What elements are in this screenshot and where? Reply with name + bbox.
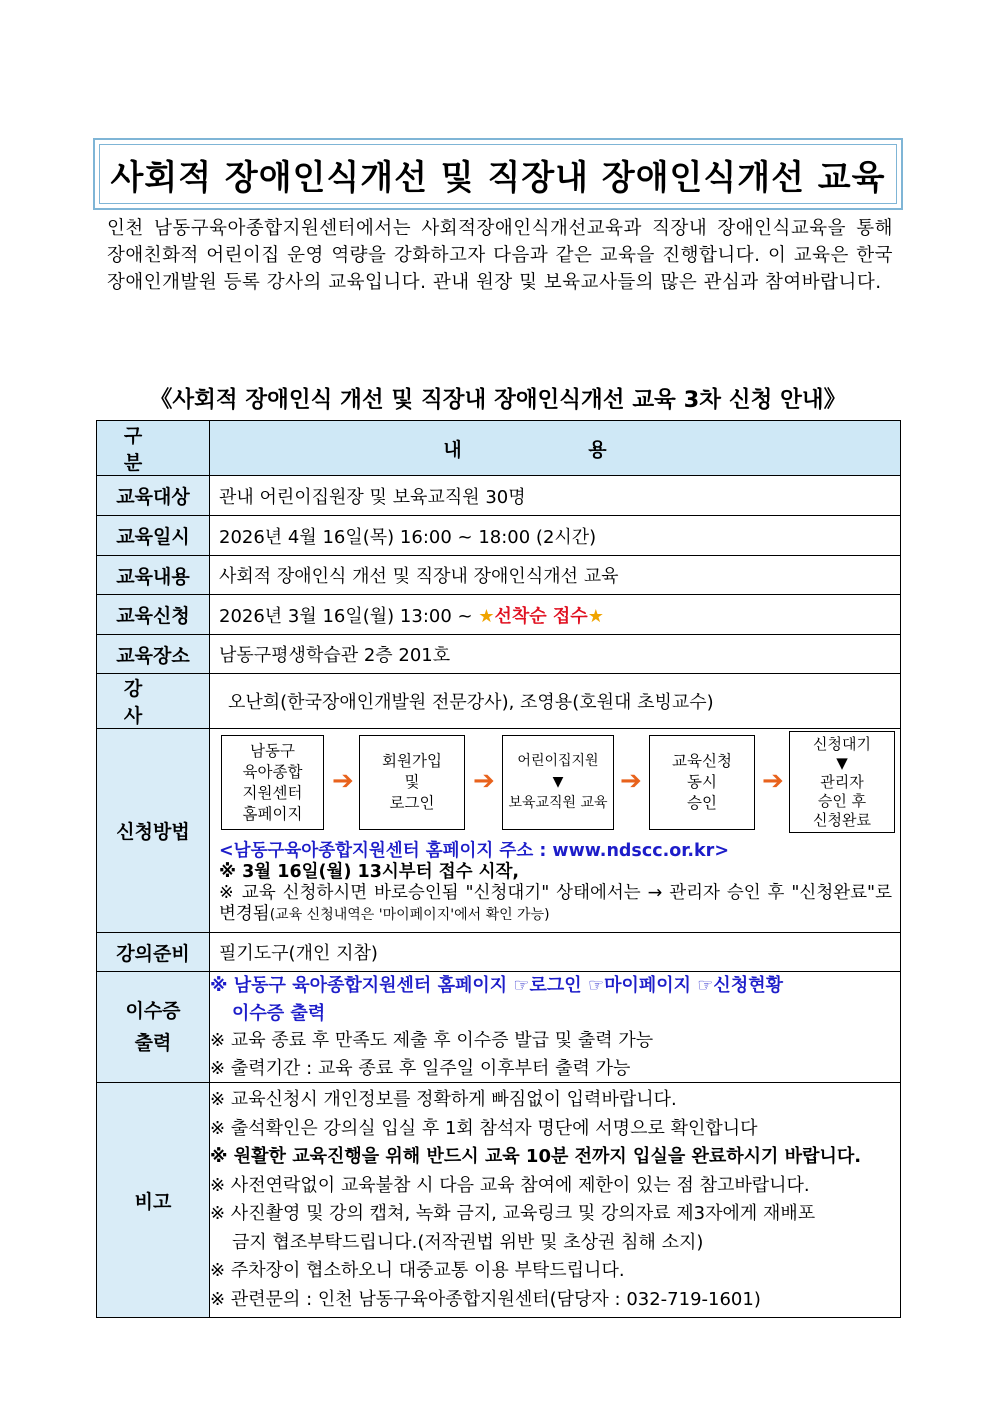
remark-item: ※ 사전연락없이 교육불참 시 다음 교육 참여에 제한이 있는 점 참고바랍니다.: [210, 1174, 810, 1196]
row-label-method: 신청방법: [97, 729, 210, 933]
title-inner-frame: [99, 144, 897, 204]
page-title: 사회적 장애인식개선 및 직장내 장애인식개선 교육: [110, 157, 886, 198]
table-row: [97, 729, 901, 933]
apply-flow-diagram: [219, 729, 892, 841]
row-label-certificate: 이수증 출력: [97, 972, 210, 1083]
table-row: [97, 516, 901, 556]
prep-value: 필기도구(개인 지참): [210, 933, 901, 972]
table-row: [97, 674, 901, 729]
certificate-cell: [210, 972, 901, 1083]
apply-date: 2026년 3월 16일(월) 13:00 ~: [219, 605, 479, 627]
remark-item: ※ 주차장이 협소하오니 대중교통 이용 부탁드립니다.: [210, 1260, 625, 1281]
table-row: [97, 933, 901, 972]
remark-item: 금지 협조부탁드립니다.(저작권법 위반 및 초상권 침해 소지): [232, 1231, 704, 1253]
header-content: 내 용: [210, 421, 901, 476]
certificate-note: ※ 교육 종료 후 만족도 제출 후 이수증 발급 및 출력 가능: [210, 1030, 654, 1051]
table-row: [97, 595, 901, 635]
star-icon: ★: [587, 605, 604, 627]
row-label-content: 교육내용: [97, 556, 210, 595]
row-label-apply: 교육신청: [97, 595, 210, 635]
lecturer-value: 오난희(한국장애인개발원 전문강사), 조영용(호원대 초빙교수): [210, 674, 901, 729]
intro-paragraph: 인천 남동구육아종합지원센터에서는 사회적장애인식개선교육과 직장내 장애인식교육을 통해 장애친화적 어린이집 운영 역량을 강화하고자 다음과 같은 교육을 진행합니다. 이 교육은 한국장애인개발원 등록 강사의 교육입니다. 관내 원장 및 보육교사들의 많은 관심과 참여바랍니다.: [107, 218, 893, 293]
method-note-approval: ※ 교육 신청하시면 바로승인됨 "신청대기" 상태에서는 → 관리자 승인 후 "신청완료"로 변경됨(교육 신청내역은 '마이페이지'에서 확인 가능): [219, 883, 892, 924]
table-row: [97, 556, 901, 595]
row-label-remark: 비고: [97, 1083, 210, 1318]
certificate-path: ※ 남동구 육아종합지원센터 홈페이지 ☞로그인 ☞마이페이지 ☞신청현황: [210, 975, 783, 996]
table-header-row: [97, 421, 901, 476]
flow-step-homepage: 남동구 육아종합 지원센터 홈페이지: [221, 735, 324, 830]
table-row: [97, 476, 901, 516]
target-value: 관내 어린이집원장 및 보육교직원 30명: [210, 476, 901, 516]
content-value: 사회적 장애인식 개선 및 직장내 장애인식개선 교육: [210, 556, 901, 595]
arrow-right-icon: ➔: [332, 766, 354, 796]
table-row: [97, 972, 901, 1083]
star-icon: ★: [478, 605, 495, 627]
apply-value: [210, 595, 901, 635]
row-label-datetime: 교육일시: [97, 516, 210, 556]
remark-item: ※ 관련문의 : 인천 남동구육아종합지원센터(담당자 : 032-719-1601): [210, 1288, 761, 1310]
apply-note: 선착순 접수: [494, 605, 588, 627]
row-label-target: 교육대상: [97, 476, 210, 516]
arrow-right-icon: ➔: [473, 766, 495, 796]
homepage-address: <남동구육아종합지원센터 홈페이지 주소 : www.ndscc.or.kr>: [219, 841, 729, 861]
row-label-lecturer: 강 사: [97, 674, 210, 729]
place-value: 남동구평생학습관 2층 201호: [210, 635, 901, 674]
remark-item: ※ 출석확인은 강의실 입실 후 1회 참석자 명단에 서명으로 확인합니다: [210, 1117, 758, 1139]
header-category: 구 분: [97, 421, 210, 476]
flow-step-apply-approve: 교육신청 동시 승인: [649, 735, 755, 830]
method-notes: [219, 841, 892, 930]
datetime-value: 2026년 4월 16일(목) 16:00 ~ 18:00 (2시간): [210, 516, 901, 556]
row-label-place: 교육장소: [97, 635, 210, 674]
row-label-prep: 강의준비: [97, 933, 210, 972]
table-row: [97, 1083, 901, 1318]
certificate-note: ※ 출력기간 : 교육 종료 후 일주일 이후부터 출력 가능: [210, 1057, 631, 1079]
flow-step-education-menu: 어린이집지원 ▼ 보육교직원 교육: [502, 735, 614, 830]
method-note-start: ※ 3월 16일(월) 13시부터 접수 시작,: [219, 862, 520, 882]
arrow-right-icon: ➔: [620, 766, 642, 796]
remark-item: ※ 사진촬영 및 강의 캡쳐, 녹화 금지, 교육링크 및 강의자료 제3자에게 재배포: [210, 1203, 816, 1224]
title-box: [93, 138, 903, 210]
arrow-right-icon: ➔: [762, 766, 784, 796]
certificate-path-cont: 이수증 출력: [232, 1002, 326, 1024]
flow-step-login: 회원가입 및 로그인: [359, 735, 465, 830]
remark-item: ※ 원활한 교육진행을 위해 반드시 교육 10분 전까지 입실을 완료하시기 바랍니다.: [210, 1146, 862, 1167]
remark-cell: [210, 1083, 901, 1318]
method-cell: [210, 729, 901, 933]
info-table: [96, 420, 901, 1318]
flow-step-complete: 신청대기 ▼ 관리자 승인 후 신청완료: [789, 731, 895, 833]
remark-item: ※ 교육신청시 개인정보를 정확하게 빠짐없이 입력바랍니다.: [210, 1089, 677, 1110]
table-row: [97, 635, 901, 674]
section-subtitle: 《사회적 장애인식 개선 및 직장내 장애인식개선 교육 3차 신청 안내》: [149, 387, 847, 413]
